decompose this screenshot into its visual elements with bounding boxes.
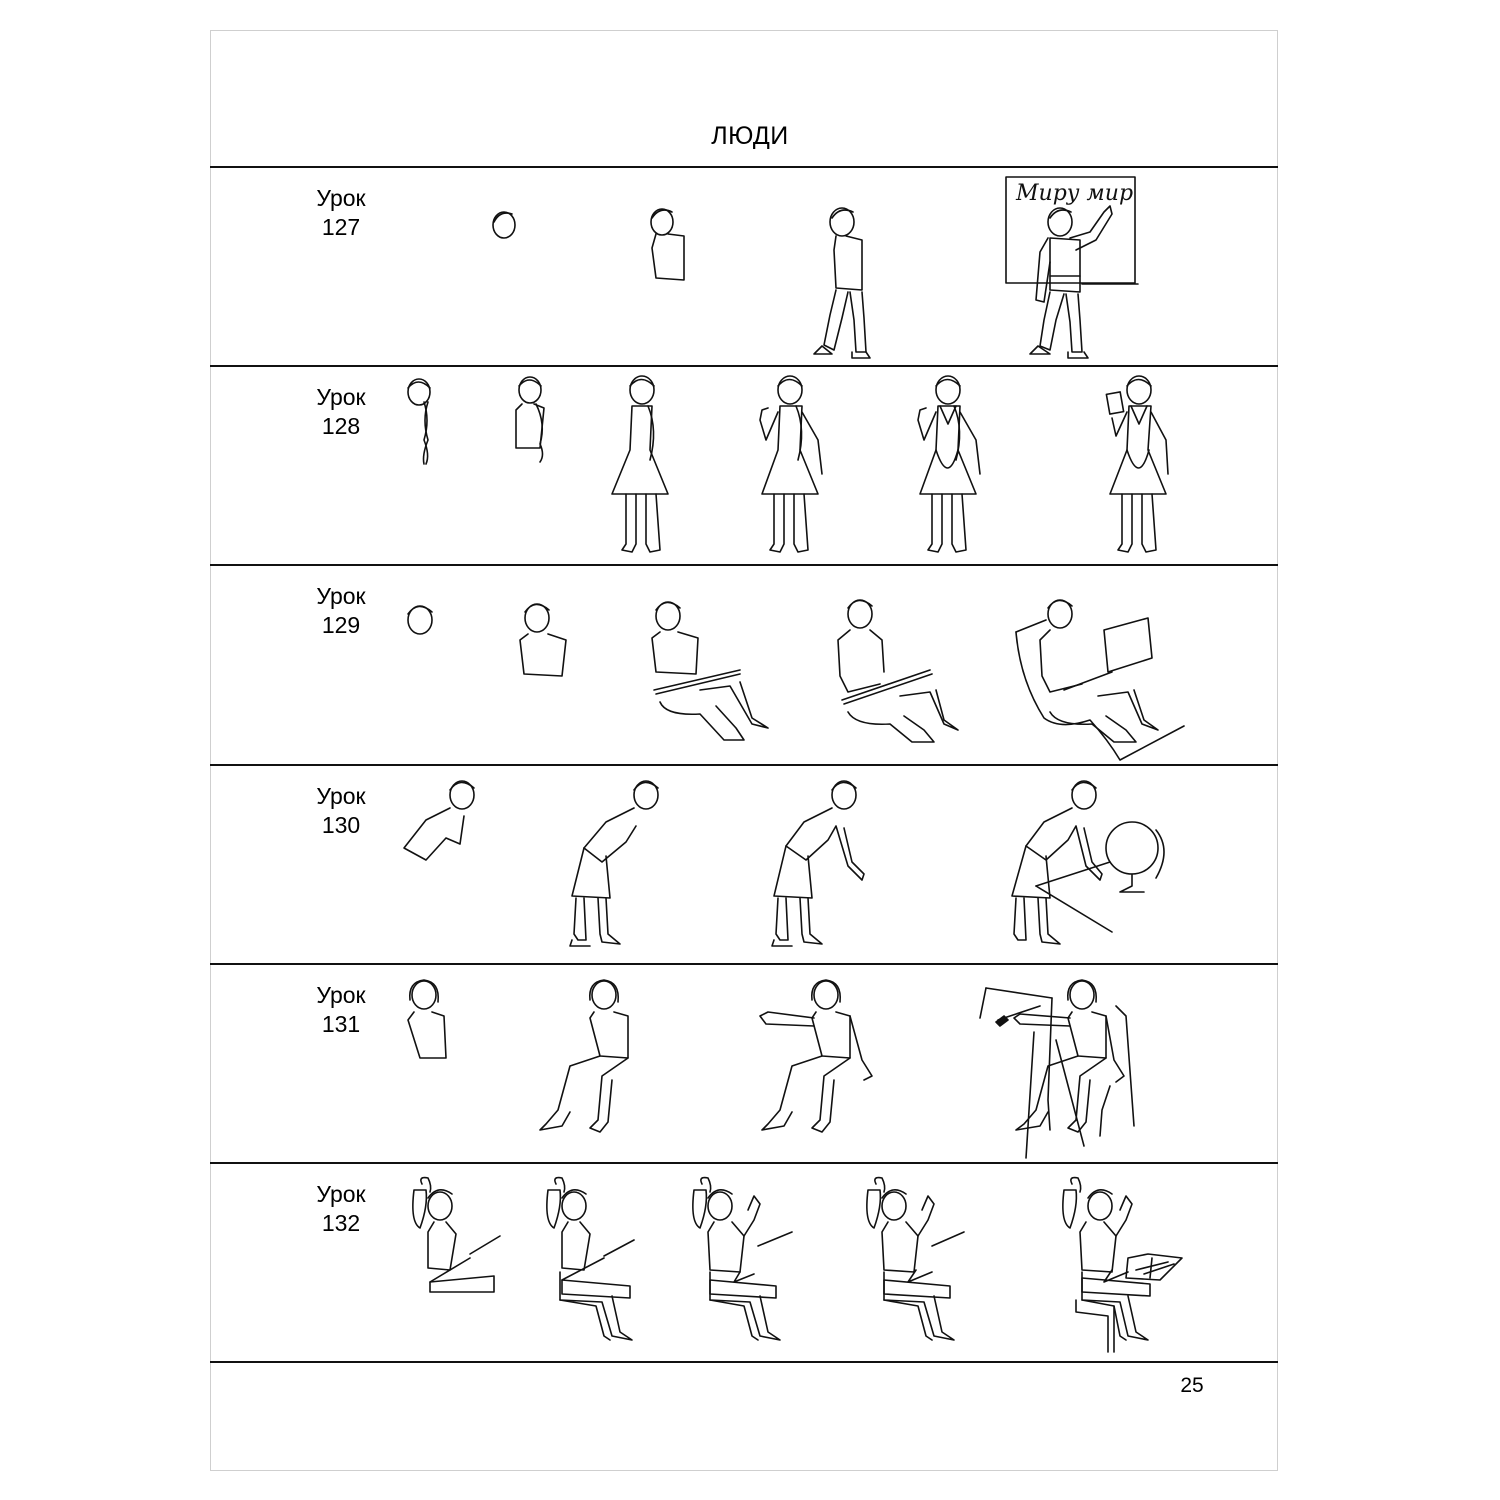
lesson-129-step-3-seated-legs <box>652 602 768 740</box>
lesson-128-step-2-head-torso <box>516 377 544 462</box>
lesson-131-step-4-girl-easel <box>980 980 1134 1158</box>
lesson-132-step-5-girl-with-book <box>1063 1178 1182 1352</box>
page-number: 25 <box>1180 1374 1204 1397</box>
lesson-130-step-1-head-shoulders <box>404 781 474 860</box>
lesson-129-step-4-seated-arms <box>838 600 958 742</box>
lesson-131-step-1-head-torso <box>408 980 446 1058</box>
lesson-word: Урок <box>316 185 366 211</box>
lesson-128-step-5-girl-apron <box>918 376 980 552</box>
lesson-127-step-2-head-torso <box>651 209 684 280</box>
lesson-129-step-2-head-torso <box>520 604 566 676</box>
lesson-129-step-5-boy-laptop-chair <box>1016 600 1184 760</box>
lesson-127-step-1-head <box>493 212 515 238</box>
lesson-word: Урок <box>316 1181 366 1207</box>
lesson-number: 131 <box>321 1011 361 1037</box>
lesson-130-step-2-bending-boy <box>570 781 658 946</box>
board-writing: Миру мир <box>1016 181 1134 206</box>
lesson-number: 129 <box>321 612 361 638</box>
page-title: ЛЮДИ <box>711 122 789 150</box>
lesson-130-step-4-boy-globe <box>1012 781 1164 944</box>
lesson-127-step-4-boy-at-board <box>1006 177 1138 358</box>
lesson-132-step-1-girl-desk <box>413 1178 500 1292</box>
lesson-word: Урок <box>316 783 366 809</box>
lesson-number: 130 <box>321 812 361 838</box>
lesson-word: Урок <box>316 384 366 410</box>
lesson-131-step-3-girl-reaching <box>760 980 872 1132</box>
lesson-131-step-2-seated-girl <box>540 980 628 1132</box>
lesson-130-step-3-hands-down <box>772 781 864 946</box>
lesson-number: 132 <box>321 1210 361 1236</box>
lesson-132-step-4-girl-arm-on-desk <box>867 1178 964 1340</box>
lesson-132-step-2-girl-seated <box>547 1178 634 1340</box>
lesson-128-step-1-head-braid <box>408 379 430 464</box>
lesson-number: 128 <box>321 413 361 439</box>
lesson-128-step-4-girl-waving <box>760 376 822 552</box>
lesson-number: 127 <box>321 214 361 240</box>
lesson-132-step-3-girl-raising-hand <box>693 1178 792 1340</box>
lesson-word: Урок <box>316 583 366 609</box>
lesson-127-step-3-standing-boy <box>814 208 870 358</box>
lesson-word: Урок <box>316 982 366 1008</box>
lesson-128-step-6-girl-with-card <box>1106 376 1168 552</box>
lesson-128-step-3-girl-dress <box>612 376 668 552</box>
lesson-129-step-1-head <box>408 606 432 634</box>
